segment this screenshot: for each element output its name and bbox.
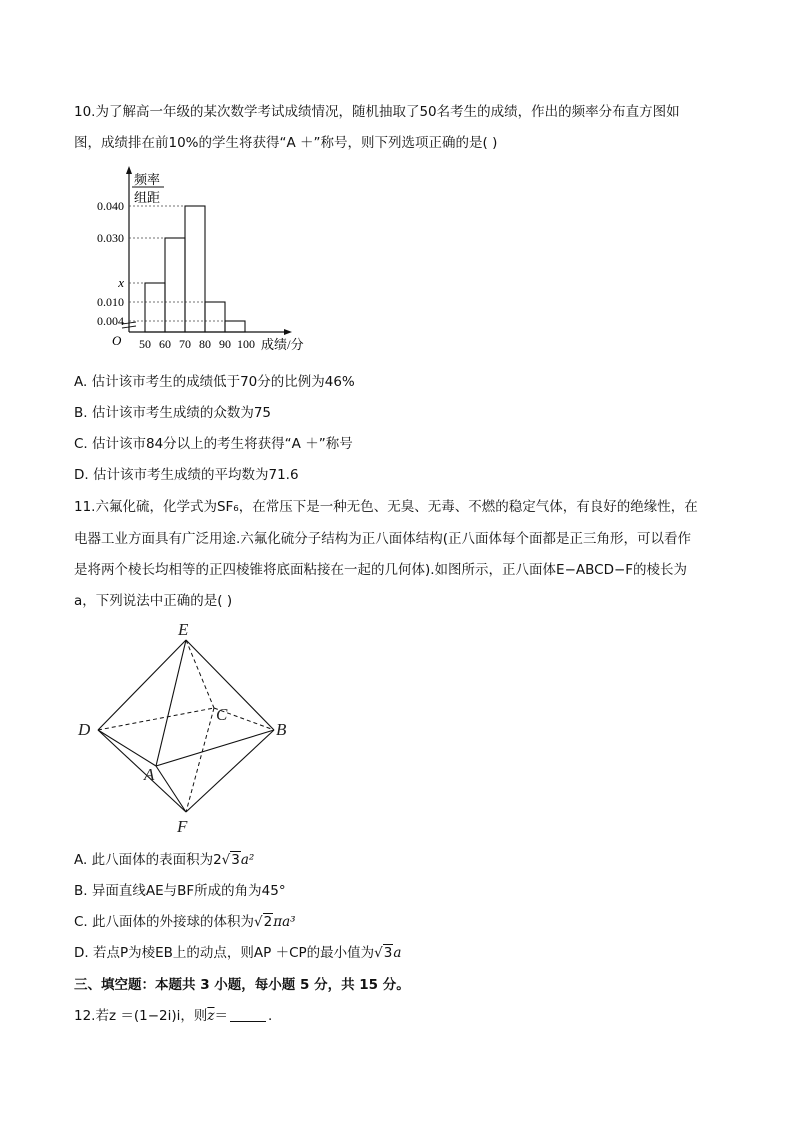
q12-mid: ＝ — [214, 1008, 228, 1024]
y-tick-x: x — [118, 275, 124, 290]
q12-pre: 12.若z ＝(1−2i)i，则 — [74, 1008, 208, 1024]
q10-option-d: D. 估计该市考生成绩的平均数为71.6 — [74, 467, 299, 483]
y-tick-0.004: 0.004 — [97, 314, 124, 328]
q11-option-c-pre: C. 此八面体的外接球的体积为 — [74, 914, 255, 930]
frequency-histogram — [74, 162, 324, 362]
y-tick-0.010: 0.010 — [97, 295, 124, 309]
bar-90-100 — [225, 321, 245, 332]
x-tick-50: 50 — [139, 337, 151, 351]
edge-BF — [186, 730, 274, 812]
edge-DC-hidden — [98, 708, 214, 730]
edge-AB — [156, 730, 274, 766]
x-tick-70: 70 — [179, 337, 191, 351]
x-tick-100: 100 — [237, 337, 255, 351]
edge-AF — [156, 766, 186, 812]
edge-CF-hidden — [186, 708, 214, 812]
q12-zbar: $\overline{z}$ — [207, 1008, 215, 1024]
sqrt-sign: √ — [221, 852, 231, 868]
q11-option-b: B. 异面直线AE与BF所成的角为45° — [74, 883, 286, 899]
y-label-top: 频率 — [134, 172, 161, 187]
y-axis-arrow — [126, 166, 132, 174]
y-tick-0.030: 0.030 — [97, 231, 124, 245]
q11-option-a-root: 3 — [231, 852, 240, 868]
edge-EC-hidden — [186, 640, 214, 708]
sqrt-sign: √ — [374, 945, 383, 961]
section-3-heading: 三、填空题：本题共 3 小题，每小题 5 分，共 15 分。 — [74, 977, 410, 993]
sqrt-sign: √ — [254, 914, 263, 930]
edge-EB — [186, 640, 274, 730]
q11-option-d-post: a — [393, 945, 402, 961]
q12-answer-blank[interactable] — [230, 1007, 266, 1022]
q12-stem — [74, 1006, 272, 1026]
vertex-label-a: A — [144, 765, 155, 784]
bar-70-80 — [185, 206, 205, 332]
q11-option-c — [74, 912, 296, 932]
q10-option-a: A. 估计该市考生的成绩低于70分的比例为46% — [74, 374, 355, 390]
octahedron-diagram — [74, 620, 304, 842]
q11-option-c-post: πa³ — [273, 914, 296, 930]
y-tick-0.040: 0.040 — [97, 199, 124, 213]
vertex-label-c: C — [216, 705, 228, 724]
q11-option-a-post: a² — [240, 852, 255, 868]
bar-80-90 — [205, 302, 225, 332]
x-axis-label: 成绩/分 — [261, 337, 304, 352]
edge-EA — [156, 640, 186, 766]
x-axis-arrow — [284, 329, 292, 335]
q11-option-d-root: 3 — [383, 945, 393, 961]
q10-stem-line2: 图，成绩排在前10%的学生将获得“A ＋”称号，则下列选项正确的是( ) — [74, 135, 498, 151]
q11-option-c-root: 2 — [263, 914, 273, 930]
vertex-label-d: D — [78, 720, 91, 739]
edge-ED — [98, 640, 186, 730]
q10-stem-line1: 10.为了解高一年级的某次数学考试成绩情况，随机抽取了50名考生的成绩，作出的频率分布直方图如 — [74, 104, 680, 120]
edge-DF — [98, 730, 186, 812]
bar-60-70 — [165, 238, 185, 332]
q11-stem-line2: 电器工业方面具有广泛用途.六氟化硫分子结构为正八面体结构(正八面体每个面都是正三角形，可以看作 — [74, 531, 692, 547]
q12-post: . — [268, 1008, 273, 1024]
q11-stem-line1: 11.六氟化硫，化学式为SF₆，在常压下是一种无色、无臭、无毒、不燃的稳定气体，有良好的绝缘性，在 — [74, 499, 698, 515]
q10-option-c: C. 估计该市84分以上的考生将获得“A ＋”称号 — [74, 436, 353, 452]
x-tick-90: 90 — [219, 337, 231, 351]
q10-option-b: B. 估计该市考生成绩的众数为75 — [74, 405, 272, 421]
q11-option-a — [74, 850, 254, 870]
q11-option-a-pre: A. 此八面体的表面积为2 — [74, 852, 222, 868]
q11-option-d — [74, 943, 401, 963]
vertex-label-f: F — [177, 817, 188, 836]
vertex-label-b: B — [276, 720, 287, 739]
y-label-bottom: 组距 — [134, 190, 161, 205]
vertex-label-e: E — [178, 620, 189, 639]
x-tick-60: 60 — [159, 337, 171, 351]
x-tick-80: 80 — [199, 337, 211, 351]
q11-stem-line4: a，下列说法中正确的是( ) — [74, 593, 233, 609]
origin-label: O — [112, 333, 122, 348]
edge-DA — [98, 730, 156, 766]
bar-50-60 — [145, 283, 165, 332]
q11-stem-line3: 是将两个棱长均相等的正四棱锥将底面粘接在一起的几何体).如图所示，正八面体E−ABCD−F的棱长为 — [74, 562, 688, 578]
q11-option-d-pre: D. 若点P为棱EB上的动点，则AP ＋CP的最小值为 — [74, 945, 375, 961]
